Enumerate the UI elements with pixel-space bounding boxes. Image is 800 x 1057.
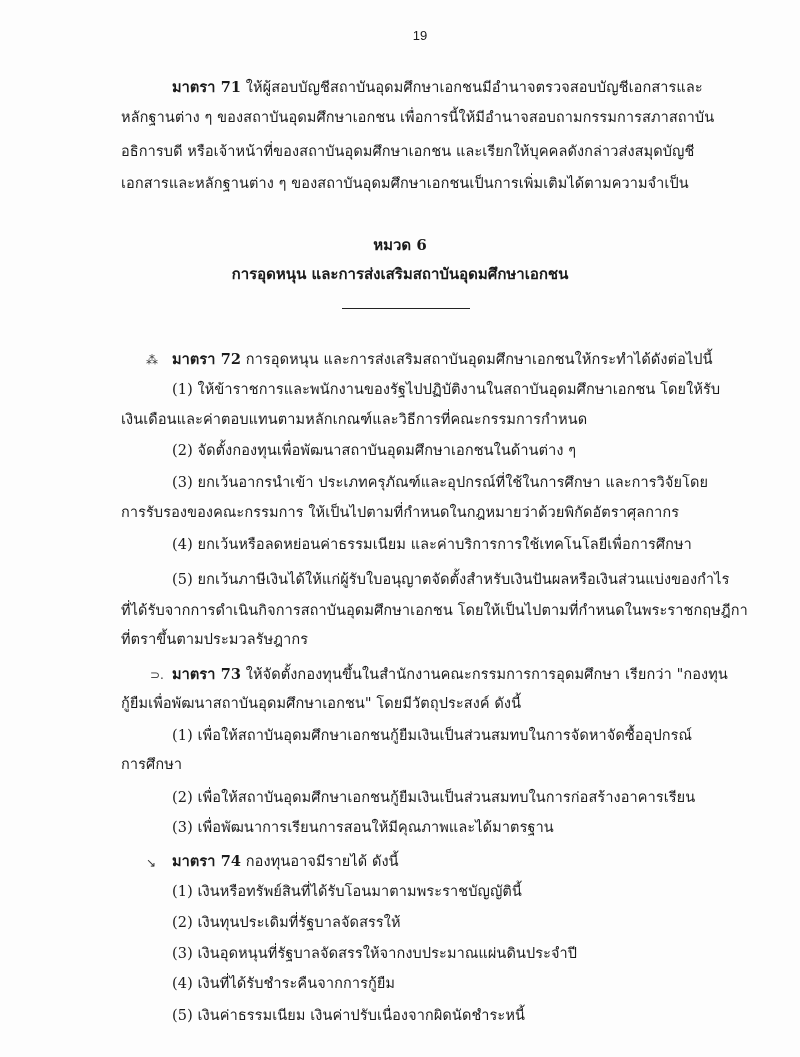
section-73-item-2: (2) เพื่อให้สถาบันอุดมศึกษาเอกชนกู้ยืมเงินเป็นส่วนสมทบในการก่อสร้างอาคารเรียน	[172, 790, 696, 806]
section-72-item-2: (2) จัดตั้งกองทุนเพื่อพัฒนาสถาบันอุดมศึกษาเอกชนในด้านต่าง ๆ	[172, 443, 577, 459]
section-74-item-3: (3) เงินอุดหนุนที่รัฐบาลจัดสรรให้จากงบประมาณแผ่นดินประจำปี	[172, 946, 578, 962]
section-72-item-1-cont: เงินเดือนและค่าตอบแทนตามหลักเกณฑ์และวิธีการที่คณะกรรมการกำหนด	[121, 412, 588, 428]
section-72-item-5-cont2: ที่ตราขึ้นตามประมวลรัษฎากร	[121, 632, 309, 648]
section-74-item-5: (5) เงินค่าธรรมเนียม เงินค่าปรับเนื่องจากผิดนัดชำระหนี้	[172, 1008, 525, 1024]
section-number-label: มาตรา 74	[172, 853, 242, 870]
section-74-item-1: (1) เงินหรือทรัพย์สินที่ได้รับโอนมาตามพระราชบัญญัตินี้	[172, 884, 522, 900]
section-72-item-3-cont: การรับรองของคณะกรรมการ ให้เป็นไปตามที่กำหนดในกฎหมายว่าด้วยพิกัดอัตราศุลกากร	[121, 505, 680, 521]
section-74-margin-mark: ↘	[146, 856, 157, 870]
section-74-line-1: มาตรา 74 กองทุนอาจมีรายได้ ดังนี้	[172, 853, 399, 870]
section-72-item-5: (5) ยกเว้นภาษีเงินได้ให้แก่ผู้รับใบอนุญาตจัดตั้งสำหรับเงินปันผลหรือเงินส่วนแบ่งของกำไร	[172, 572, 730, 588]
section-72-item-4: (4) ยกเว้นหรือลดหย่อนค่าธรรมเนียม และค่าบริการการใช้เทคโนโลยีเพื่อการศึกษา	[172, 537, 692, 553]
section-73-item-3: (3) เพื่อพัฒนาการเรียนการสอนให้มีคุณภาพและได้มาตรฐาน	[172, 820, 554, 836]
section-73-line-1: มาตรา 73 ให้จัดตั้งกองทุนขึ้นในสำนักงานคณะกรรมการการอุดมศึกษา เรียกว่า "กองทุน	[172, 666, 728, 683]
section-72-item-3: (3) ยกเว้นอากรนำเข้า ประเภทครุภัณฑ์และอุปกรณ์ที่ใช้ในการศึกษา และการวิจัยโดย	[172, 475, 709, 491]
section-72-item-1: (1) ให้ข้าราชการและพนักงานของรัฐไปปฏิบัติงานในสถาบันอุดมศึกษาเอกชน โดยให้รับ	[172, 382, 721, 398]
section-72-line-1: มาตรา 72 การอุดหนุน และการส่งเสริมสถาบันอุดมศึกษาเอกชนให้กระทำได้ดังต่อไปนี้	[172, 351, 713, 368]
section-71-line-2: หลักฐานต่าง ๆ ของสถาบันอุดมศึกษาเอกชน เพื่อการนี้ให้มีอำนาจสอบถามกรรมการสภาสถาบัน	[121, 110, 715, 126]
section-number-label: มาตรา 71	[172, 79, 242, 96]
section-71-line-1: มาตรา 71 ให้ผู้สอบบัญชีสถาบันอุดมศึกษาเอกชนมีอำนาจตรวจสอบบัญชีเอกสารและ	[172, 79, 703, 96]
section-number-label: มาตรา 73	[172, 666, 242, 683]
section-73-margin-mark: ⊃.	[150, 668, 164, 682]
chapter-title: หมวด 6	[373, 236, 427, 254]
section-71-line-3: อธิการบดี หรือเจ้าหน้าที่ของสถาบันอุดมศึกษาเอกชน และเรียกให้บุคคลดังกล่าวส่งสมุดบัญชี	[121, 144, 695, 160]
section-73-line-2: กู้ยืมเพื่อพัฒนาสถาบันอุดมศึกษาเอกชน" โดยมีวัตถุประสงค์ ดังนี้	[121, 696, 522, 712]
page-number: 19	[412, 28, 428, 43]
section-74-item-4: (4) เงินที่ได้รับชำระคืนจากการกู้ยืม	[172, 976, 396, 992]
section-71-line-4: เอกสารและหลักฐานต่าง ๆ ของสถาบันอุดมศึกษาเอกชนเป็นการเพิ่มเติมได้ตามความจำเป็น	[121, 176, 689, 192]
heading-divider	[342, 308, 470, 309]
section-72-item-5-cont: ที่ได้รับจากการดำเนินกิจการสถาบันอุดมศึกษาเอกชน โดยให้เป็นไปตามที่กำหนดในพระราชกฤษฎีกา	[121, 603, 748, 619]
section-72-margin-mark: ⁂	[146, 353, 158, 367]
section-73-item-1: (1) เพื่อให้สถาบันอุดมศึกษาเอกชนกู้ยืมเงินเป็นส่วนสมทบในการจัดหาจัดซื้ออุปกรณ์	[172, 728, 693, 744]
chapter-subtitle: การอุดหนุน และการส่งเสริมสถาบันอุดมศึกษาเอกชน	[231, 265, 569, 283]
section-73-item-1-cont: การศึกษา	[121, 757, 183, 773]
section-number-label: มาตรา 72	[172, 351, 242, 368]
section-74-item-2: (2) เงินทุนประเดิมที่รัฐบาลจัดสรรให้	[172, 915, 401, 931]
